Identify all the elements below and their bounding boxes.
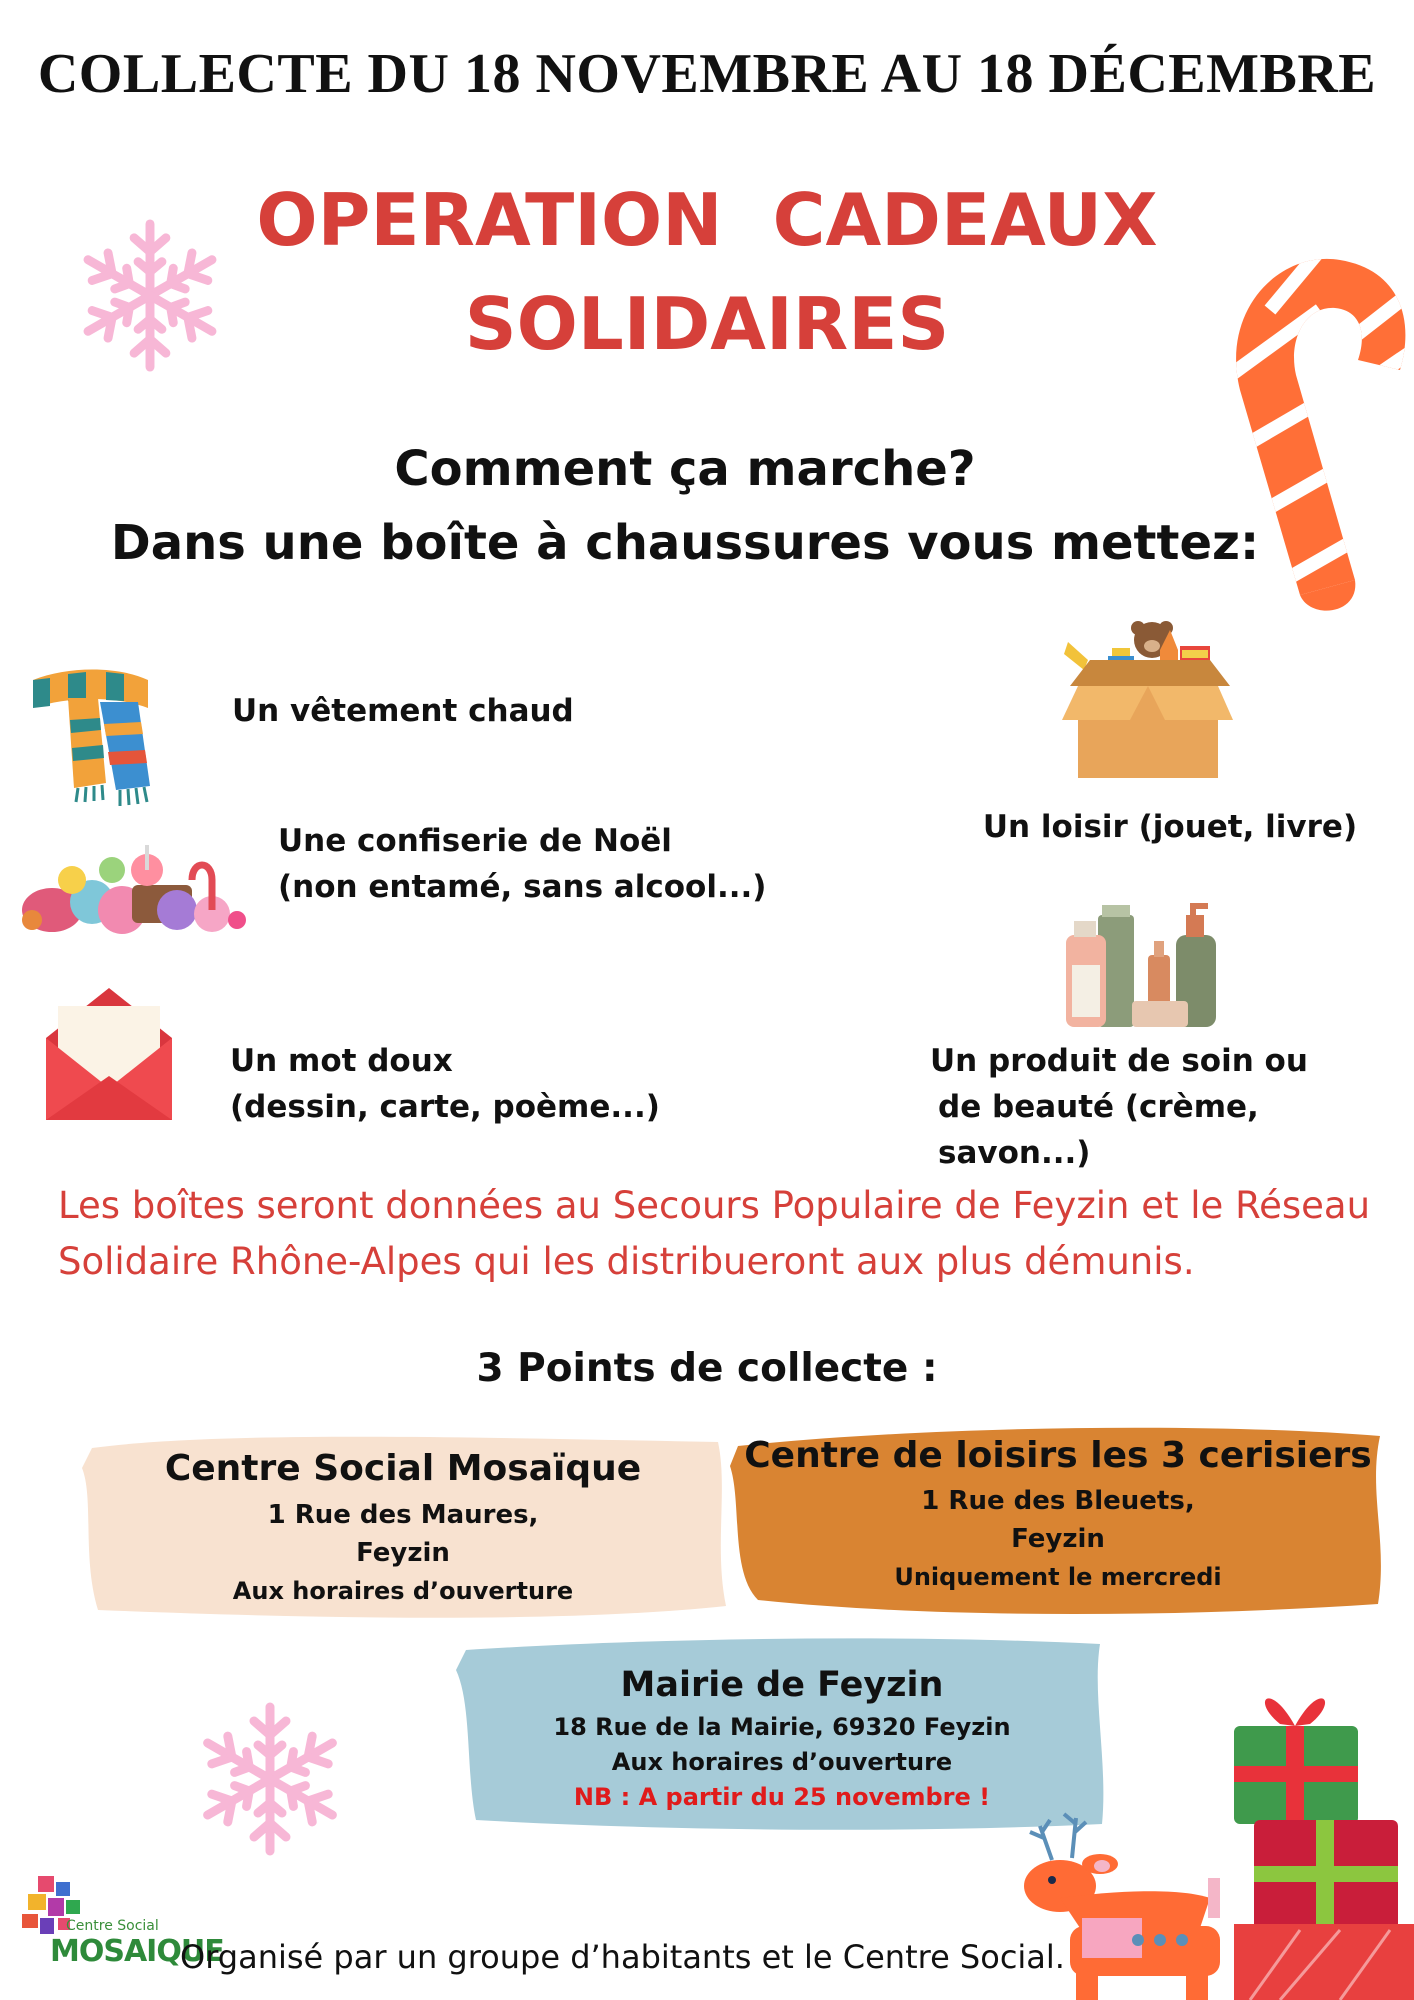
logo-line2: MOSAIQUE bbox=[50, 1934, 224, 1969]
point-3-hours: Aux horaires d’ouverture bbox=[611, 1748, 953, 1776]
snowflake-icon bbox=[80, 218, 220, 373]
collection-point-3-cerisiers bbox=[728, 1422, 1388, 1618]
item-care-line2: de beauté (crème, savon...) bbox=[938, 1089, 1259, 1171]
point-2-city: Feyzin bbox=[1011, 1524, 1105, 1554]
point-1-city: Feyzin bbox=[356, 1538, 450, 1568]
distribution-info-line1: Les boîtes seront données au Secours Populaire de Feyzin et le Réseau bbox=[58, 1184, 1371, 1227]
toy-box-icon bbox=[1060, 620, 1235, 780]
scarf-icon bbox=[28, 668, 158, 808]
point-3-name: Mairie de Feyzin bbox=[620, 1665, 944, 1705]
beauty-products-icon bbox=[1062, 895, 1222, 1030]
collection-points-title: 3 Points de collecte : bbox=[476, 1346, 938, 1391]
how-it-works bbox=[40, 432, 1330, 580]
item-candy bbox=[278, 818, 766, 910]
mosaique-logo bbox=[14, 1874, 224, 1974]
point-1-address: 1 Rue des Maures, bbox=[267, 1500, 539, 1530]
item-candy-line1: Une confiserie de Noël bbox=[278, 823, 672, 859]
how-intro: Dans une boîte à chaussures vous mettez: bbox=[110, 515, 1260, 571]
collect-period-title: COLLECTE DU 18 NOVEMBRE AU 18 DÉCEMBRE bbox=[37, 43, 1377, 105]
point-2-hours: Uniquement le mercredi bbox=[894, 1563, 1222, 1591]
point-3-address: 18 Rue de la Mairie, 69320 Feyzin bbox=[553, 1713, 1011, 1741]
candy-icon bbox=[12, 840, 247, 940]
how-question: Comment ça marche? bbox=[394, 441, 976, 497]
item-candy-line2: (non entamé, sans alcool...) bbox=[278, 869, 767, 905]
point-2-address: 1 Rue des Bleuets, bbox=[921, 1486, 1195, 1516]
snowflake-icon bbox=[200, 1700, 340, 1858]
point-1-hours: Aux horaires d’ouverture bbox=[232, 1577, 574, 1605]
item-note-line1: Un mot doux bbox=[230, 1043, 453, 1079]
item-warm-clothing: Un vêtement chaud bbox=[232, 693, 574, 729]
item-care bbox=[930, 1038, 1414, 1176]
footer-organizer-text: Organisé par un groupe d’habitants et le Centre Social. bbox=[180, 1938, 1065, 1976]
collection-point-mairie bbox=[452, 1634, 1112, 1834]
item-note bbox=[230, 1038, 660, 1130]
point-1-name: Centre Social Mosaïque bbox=[164, 1448, 642, 1489]
envelope-icon bbox=[44, 988, 174, 1123]
distribution-info-line2: Solidaire Rhône-Alpes qui les distribueront aux plus démunis. bbox=[58, 1240, 1195, 1283]
operation-title-line1: OPERATION CADEAUX bbox=[256, 178, 1158, 262]
item-care-line1: Un produit de soin ou bbox=[930, 1043, 1308, 1079]
item-note-line2: (dessin, carte, poème...) bbox=[230, 1089, 660, 1125]
operation-title bbox=[200, 168, 1214, 376]
item-leisure: Un loisir (jouet, livre) bbox=[982, 809, 1358, 845]
operation-title-line2: SOLIDAIRES bbox=[464, 282, 950, 366]
point-2-name: Centre de loisirs les 3 cerisiers bbox=[744, 1435, 1372, 1476]
logo-line1: Centre Social bbox=[66, 1918, 159, 1934]
distribution-info bbox=[58, 1178, 1378, 1290]
collection-point-centre-social bbox=[78, 1428, 728, 1624]
point-3-note: NB : A partir du 25 novembre ! bbox=[573, 1783, 991, 1811]
